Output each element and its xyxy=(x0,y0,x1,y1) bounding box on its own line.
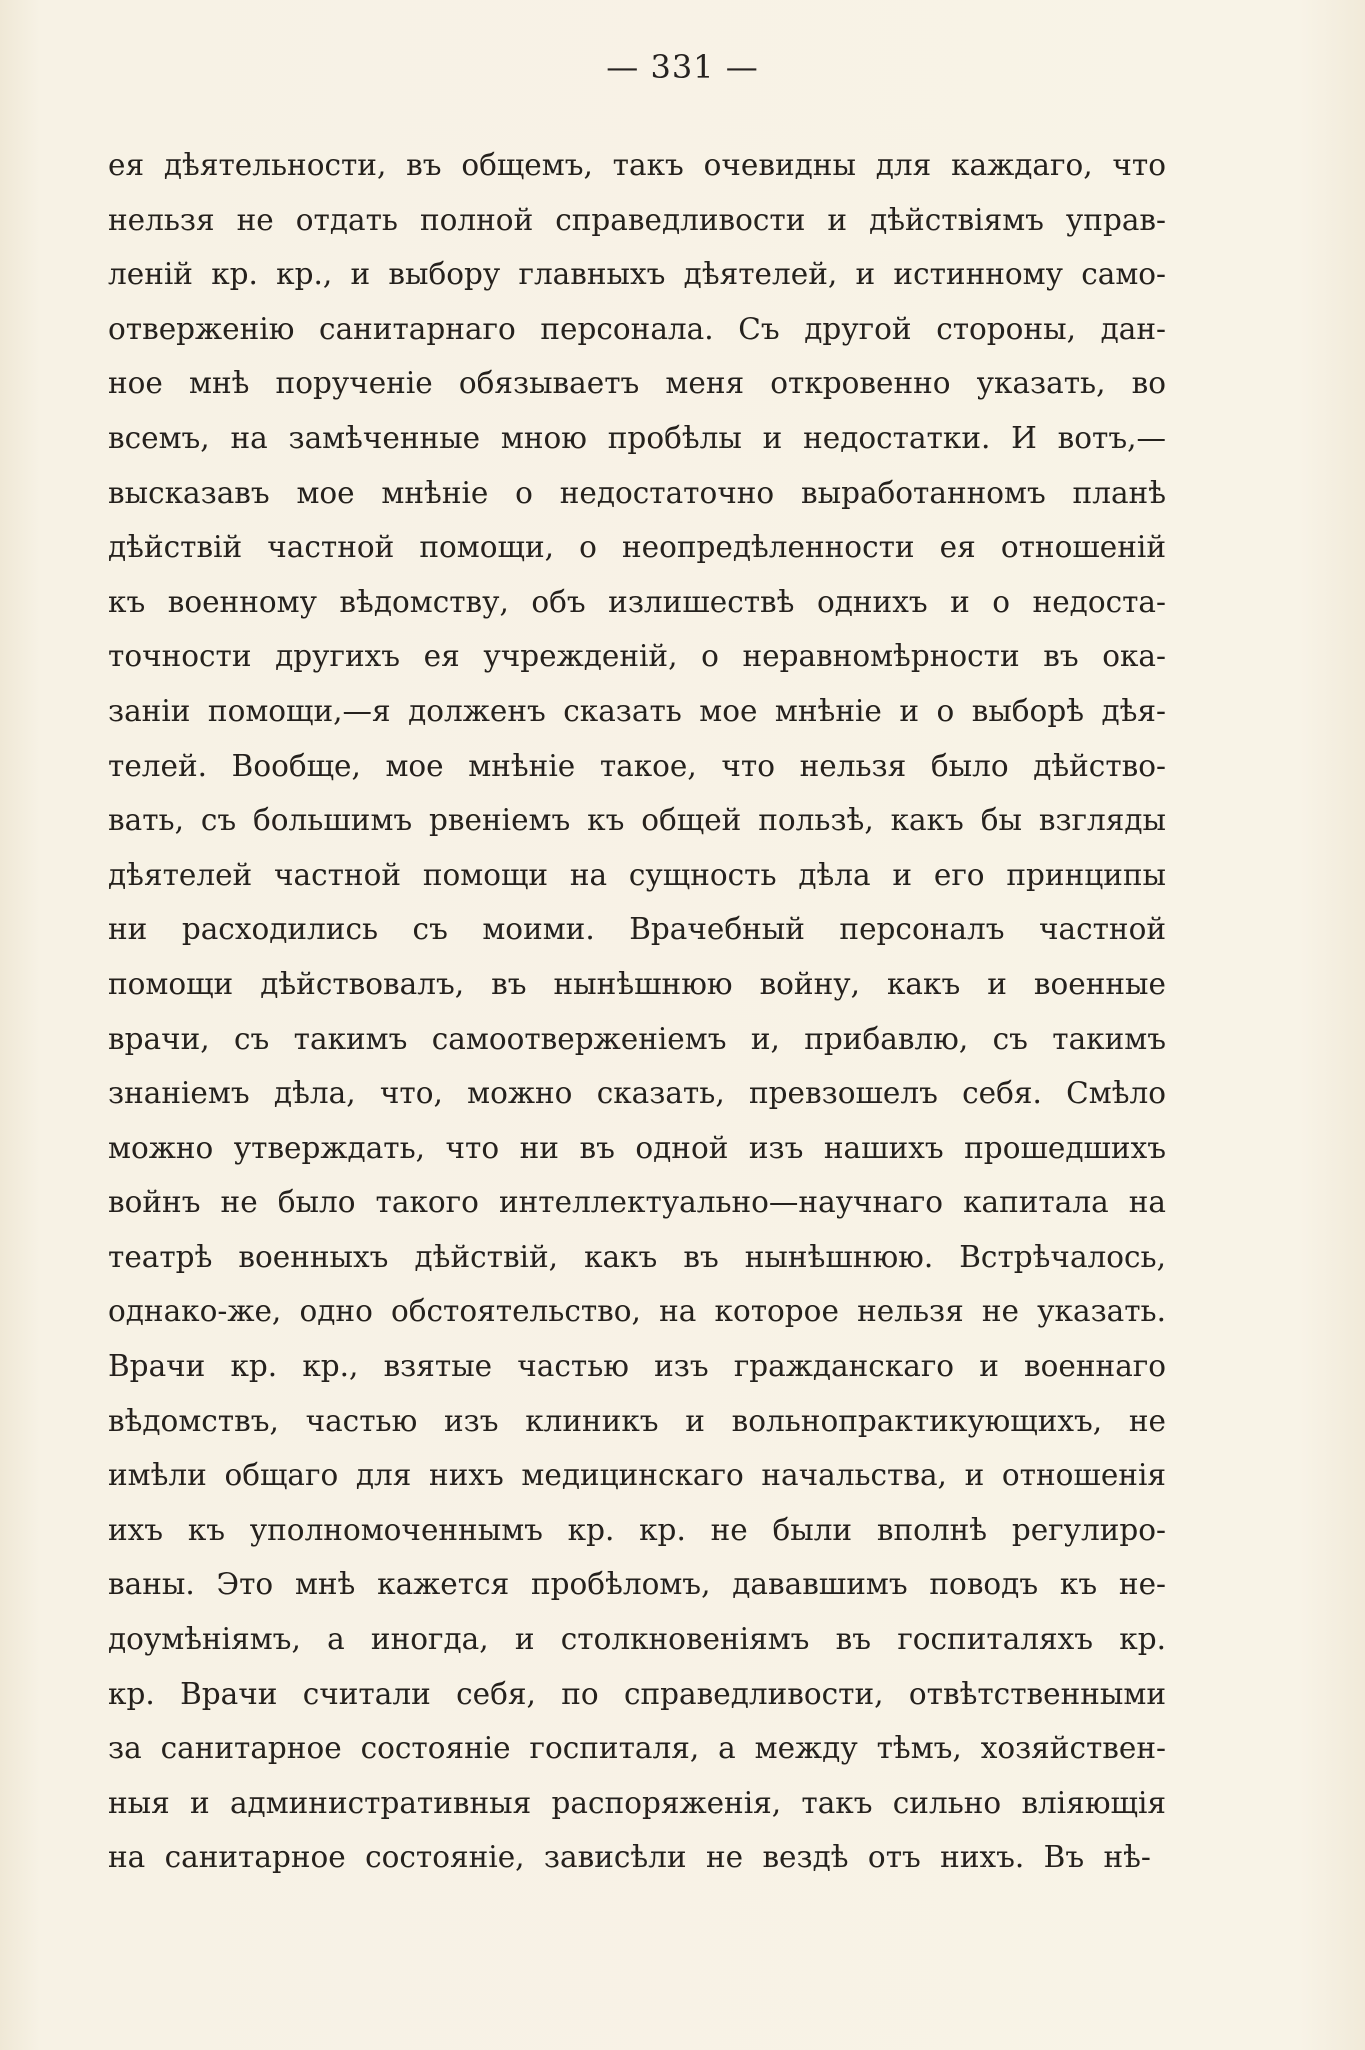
text-line: нельзя не отдать полной справедливости и дѣйствіямъ управ- xyxy=(108,202,1166,237)
text-line: вать, съ большимъ рвеніемъ къ общей пользѣ, какъ бы взгляды xyxy=(108,803,1166,838)
text-line: театрѣ военныхъ дѣйствій, какъ въ нынѣшнюю. Встрѣчалось, xyxy=(108,1239,1166,1274)
text-line: можно утверждать, что ни въ одной изъ нашихъ прошедшихъ xyxy=(108,1130,1166,1165)
text-line: ное мнѣ порученіе обязываетъ меня откровенно указать, во xyxy=(108,366,1166,401)
text-line: дѣятелей частной помощи на сущность дѣла и его принципы xyxy=(108,857,1166,892)
text-line: ихъ къ уполномоченнымъ кр. кр. не были вполнѣ регулиро- xyxy=(108,1512,1166,1547)
text-line: ныя и административныя распоряженія, такъ сильно вліяющія xyxy=(108,1785,1166,1820)
text-line: высказавъ мое мнѣніе о недостаточно выработанномъ планѣ xyxy=(108,475,1166,510)
text-line: отверженію санитарнаго персонала. Съ другой стороны, дан- xyxy=(108,311,1166,346)
text-line: заніи помощи,—я долженъ сказать мое мнѣніе и о выборѣ дѣя- xyxy=(108,693,1166,728)
text-line: имѣли общаго для нихъ медицинскаго начальства, и отношенія xyxy=(108,1458,1166,1493)
text-line: знаніемъ дѣла, что, можно сказать, превзошелъ себя. Смѣло xyxy=(108,1076,1166,1111)
text-line: кр. Врачи считали себя, по справедливости, отвѣтственными xyxy=(108,1676,1166,1711)
text-line: однако-же, одно обстоятельство, на которое нельзя не указать. xyxy=(108,1294,1166,1329)
text-line: всемъ, на замѣченные мною пробѣлы и недостатки. И вотъ,— xyxy=(108,420,1166,455)
text-line: доумѣніямъ, а иногда, и столкновеніямъ въ госпиталяхъ кр. xyxy=(108,1622,1166,1657)
text-line: войнъ не было такого интеллектуально—научнаго капитала на xyxy=(108,1185,1166,1220)
text-line: къ военному вѣдомству, объ излишествѣ однихъ и о недоста- xyxy=(108,584,1166,619)
body-text xyxy=(108,138,1166,1885)
text-line: врачи, съ такимъ самоотверженіемъ и, прибавлю, съ такимъ xyxy=(108,1021,1166,1056)
page-number: — 331 — xyxy=(606,48,759,86)
text-line: вѣдомствъ, частью изъ клиникъ и вольнопрактикующихъ, не xyxy=(108,1403,1166,1438)
text-line: телей. Вообще, мое мнѣніе такое, что нельзя было дѣйство- xyxy=(108,748,1166,783)
text-line: дѣйствій частной помощи, о неопредѣленности ея отношеній xyxy=(108,530,1166,565)
text-line: за санитарное состояніе госпиталя, а между тѣмъ, хозяйствен- xyxy=(108,1731,1166,1766)
text-line: ея дѣятельности, въ общемъ, такъ очевидны для каждаго, что xyxy=(108,148,1166,182)
text-line: помощи дѣйствовалъ, въ нынѣшнюю войну, какъ и военные xyxy=(108,966,1166,1001)
text-line: ни расходились съ моими. Врачебный персоналъ частной xyxy=(108,912,1166,947)
text-line: точности другихъ ея учрежденій, о неравномѣрности въ ока- xyxy=(108,639,1166,674)
text-line: Врачи кр. кр., взятые частью изъ гражданскаго и военнаго xyxy=(108,1349,1166,1384)
text-line-last: на санитарное состояніе, зависѣли не вездѣ отъ нихъ. Въ нѣ- xyxy=(108,1840,1151,1875)
text-line: леній кр. кр., и выбору главныхъ дѣятелей, и истинному само- xyxy=(108,257,1166,292)
text-line: ваны. Это мнѣ кажется пробѣломъ, дававшимъ поводъ къ не- xyxy=(108,1567,1166,1602)
